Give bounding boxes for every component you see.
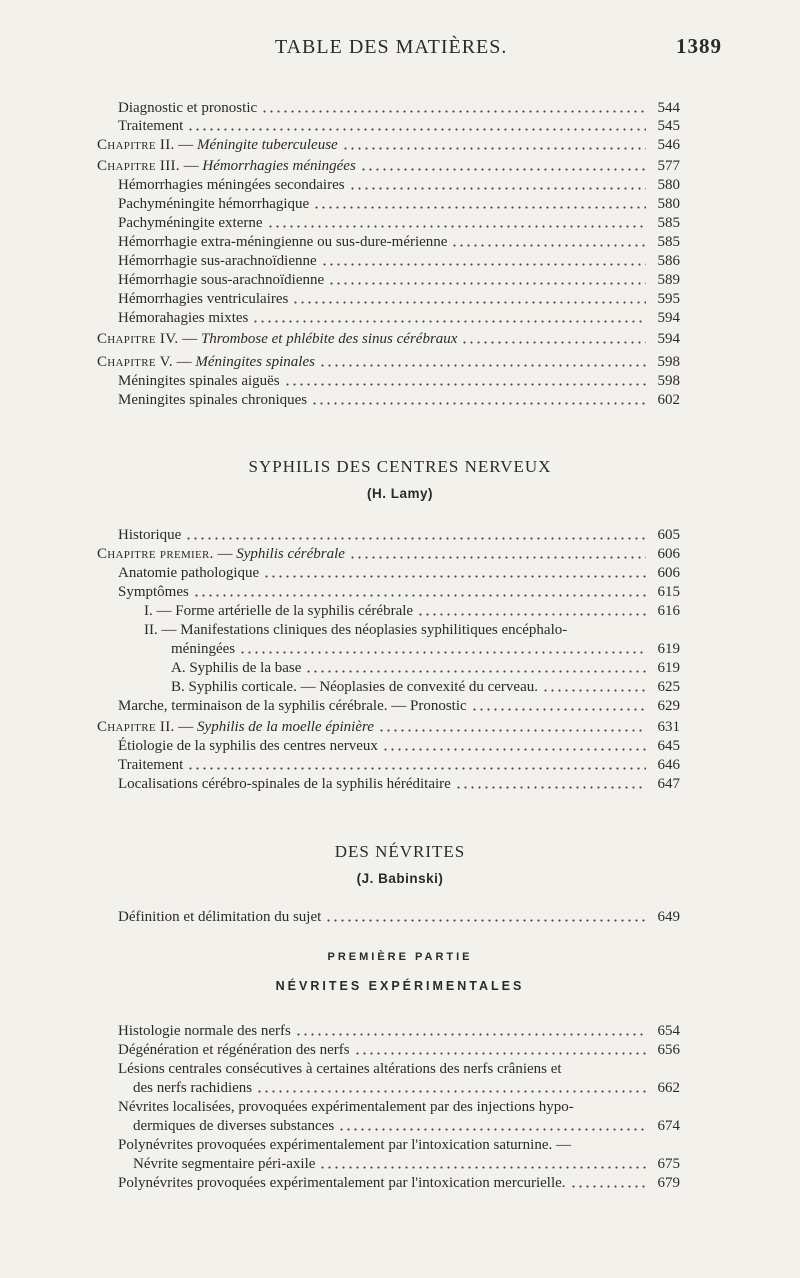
toc-chapter-entry: Chapitre V. — Méningites spinales 598 (97, 354, 680, 370)
toc-entry: Hémorrhagie sus-arachnoïdienne 586 (118, 253, 680, 269)
section-author: (J. Babinski) (356, 871, 444, 886)
toc-entry: Traitement 545 (118, 118, 680, 134)
toc-entry: Traitement 646 (118, 757, 680, 773)
toc-entry: Névrites localisées, provoquées expérimentalement par des injections hypo- (118, 1099, 574, 1115)
toc-entry: Dégénération et régénération des nerfs 656 (118, 1042, 680, 1058)
toc-entry: Hémorrhagie extra-méningienne ou sus-dure-mérienne 585 (118, 234, 680, 250)
toc-chapter-entry: Chapitre II. — Syphilis de la moelle épinière 631 (97, 719, 680, 735)
toc-entry: Marche, terminaison de la syphilis cérébrale. — Pronostic 629 (118, 698, 680, 714)
toc-entry: Symptômes 615 (118, 584, 680, 600)
toc-chapter-entry: Chapitre premier. — Syphilis cérébrale 606 (97, 546, 680, 562)
toc-entry: Méningites spinales aiguës 598 (118, 373, 680, 389)
section-heading: DES NÉVRITES (334, 842, 466, 861)
toc-entry: Localisations cérébro-spinales de la syphilis héréditaire 647 (118, 776, 680, 792)
toc-entry: I. — Forme artérielle de la syphilis cérébrale 616 (144, 603, 680, 619)
toc-entry: Névrite segmentaire péri-axile 675 (133, 1156, 680, 1172)
toc-entry: Polynévrites provoquées expérimentalement par l'intoxication mercurielle. 679 (118, 1175, 680, 1191)
toc-entry: Étiologie de la syphilis des centres nerveux 645 (118, 738, 680, 754)
section-author: (H. Lamy) (366, 486, 433, 501)
toc-entry: Diagnostic et pronostic 544 (118, 100, 680, 116)
toc-entry: Pachyméningite hémorrhagique 580 (118, 196, 680, 212)
toc-entry: des nerfs rachidiens 662 (133, 1080, 680, 1096)
page-number: 1389 (676, 34, 722, 58)
toc-entry: Polynévrites provoquées expérimentalement par l'intoxication saturnine. — (118, 1137, 571, 1153)
toc-chapter-entry: Chapitre III. — Hémorrhagies méningées 577 (97, 158, 680, 174)
toc-entry: Hémorrhagies ventriculaires 595 (118, 291, 680, 307)
toc-entry: méningées 619 (171, 641, 680, 657)
toc-entry: Pachyméningite externe 585 (118, 215, 680, 231)
toc-entry: Lésions centrales consécutives à certaines altérations des nerfs crâniens et (118, 1061, 562, 1077)
toc-entry: Hémorrhagies méningées secondaires 580 (118, 177, 680, 193)
toc-entry: A. Syphilis de la base 619 (171, 660, 680, 676)
toc-entry: Histologie normale des nerfs 654 (118, 1023, 680, 1039)
toc-entry: Hémorahagies mixtes 594 (118, 310, 680, 326)
toc-chapter-entry: Chapitre II. — Méningite tuberculeuse 546 (97, 137, 680, 153)
toc-chapter-entry: Chapitre IV. — Thrombose et phlébite des sinus cérébraux 594 (97, 331, 680, 347)
toc-entry: Anatomie pathologique 606 (118, 565, 680, 581)
page-header (0, 32, 800, 62)
part-title: NÉVRITES EXPÉRIMENTALES (275, 979, 525, 993)
section-heading: SYPHILIS DES CENTRES NERVEUX (248, 457, 552, 476)
toc-entry: Définition et délimitation du sujet 649 (118, 909, 680, 925)
toc-entry: Meningites spinales chroniques 602 (118, 392, 680, 408)
toc-entry: II. — Manifestations cliniques des néoplasies syphilitiques encéphalo- (144, 622, 568, 638)
part-label: PREMIÈRE PARTIE (327, 951, 473, 963)
toc-entry: Hémorrhagie sous-arachnoïdienne 589 (118, 272, 680, 288)
toc-entry: B. Syphilis corticale. — Néoplasies de convexité du cerveau. 625 (171, 679, 680, 695)
running-title: TABLE DES MATIÈRES. (275, 36, 508, 58)
toc-entry: Historique 605 (118, 527, 680, 543)
toc-entry: dermiques de diverses substances 674 (133, 1118, 680, 1134)
